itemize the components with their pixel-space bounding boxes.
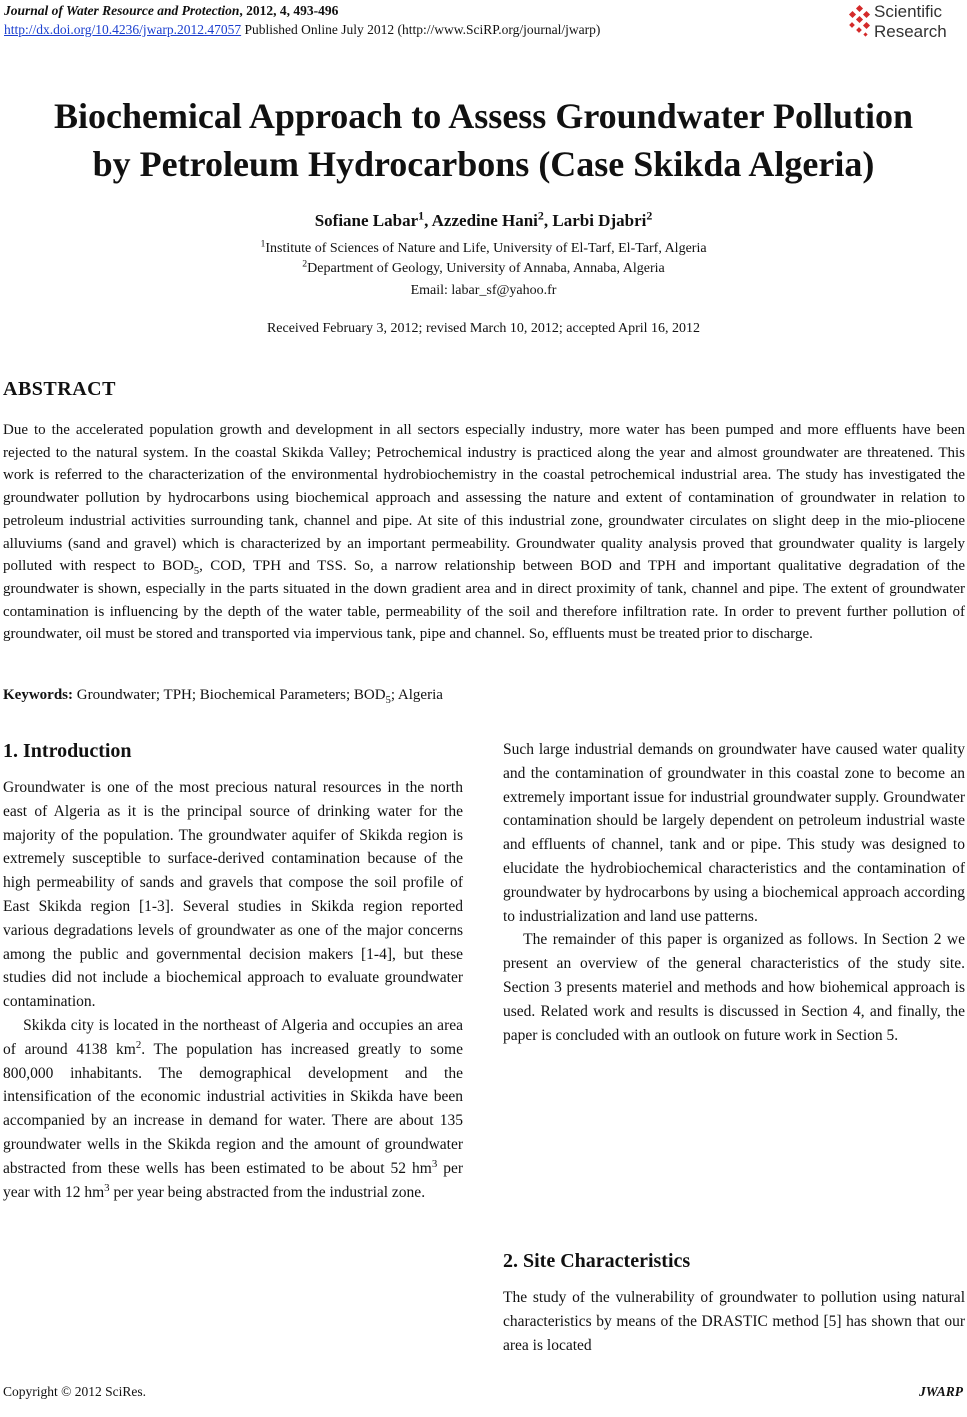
keywords bbox=[3, 687, 965, 704]
paragraph-text: Skikda city is located in the northeast of Algeria and occupies an area of around 4138 km bbox=[3, 1016, 463, 1058]
title-line-1: Biochemical Approach to Assess Groundwater Pollution bbox=[53, 96, 914, 136]
author-list bbox=[0, 208, 967, 231]
running-header bbox=[4, 1, 600, 39]
keywords-label: Keywords: bbox=[3, 687, 73, 703]
publisher-logo-icon bbox=[848, 2, 874, 42]
section-heading-introduction: 1. Introduction bbox=[3, 740, 132, 762]
publisher-logo bbox=[848, 2, 966, 42]
paragraph: The remainder of this paper is organized as follows. In Section 2 we present an overview of the general characteristics of the study site. Section 3 presents materiel and methods and how biohemical approach is used. Related work and results is discussed in Section 4, and finally, the paper is concluded with an outlook on future work in Section 5. bbox=[503, 931, 965, 1044]
paragraph-text: . The population has increased greatly to some 800,000 inhabitants. The demographical development and the intensification of the economic industrial activities in Skikda have been accompanied by an increase in demand for water. There are about 135 groundwater wells in the Skikda region and the amount of groundwater abstracted from these wells has been estimated to be about 52 hm bbox=[3, 1040, 463, 1177]
paragraph bbox=[3, 1014, 463, 1204]
logo-word-2: Research bbox=[874, 22, 947, 41]
affil-marker: 1 bbox=[260, 238, 266, 250]
author-name: Azzedine Hani bbox=[431, 211, 538, 230]
right-column bbox=[503, 738, 965, 1047]
received-dates: Received February 3, 2012; revised March 10, 2012; accepted April 16, 2012 bbox=[266, 321, 701, 336]
keywords-subscript: 5 bbox=[385, 695, 391, 706]
keywords-end: ; Algeria bbox=[390, 687, 443, 703]
superscript: 3 bbox=[104, 1181, 110, 1194]
site-paragraph: The study of the vulnerability of groundwater to pollution using natural characteristics by means of the DRASTIC method [5] has shown that our area is located bbox=[503, 1289, 965, 1354]
published-note: Published Online July 2012 (http://www.SciRP.org/journal/jwarp) bbox=[241, 22, 601, 37]
journal-name: Journal of Water Resource and Protection bbox=[4, 3, 240, 18]
paragraph-text: per year with 12 hm bbox=[3, 1159, 463, 1201]
journal-volume: , 2012, 4, 493-496 bbox=[239, 3, 339, 18]
title-line-2: by Petroleum Hydrocarbons (Case Skikda Algeria) bbox=[92, 144, 875, 184]
keywords-text: Groundwater; TPH; Biochemical Parameters; BOD bbox=[73, 687, 386, 703]
logo-word-1: Scientific bbox=[874, 2, 943, 21]
abstract-subscript: 5 bbox=[193, 566, 200, 578]
author-name: Larbi Djabri bbox=[552, 211, 647, 230]
footer-journal: JWARP bbox=[918, 1384, 963, 1399]
doi-link[interactable]: http://dx.doi.org/10.4236/jwarp.2012.47057 bbox=[4, 22, 242, 37]
abstract-heading: ABSTRACT bbox=[3, 378, 116, 400]
superscript: 3 bbox=[431, 1157, 438, 1170]
paragraph: Such large industrial demands on groundwater have caused water quality and the contamination of groundwater in this coastal zone to become an extremely important issue for industrial groundwater supply. Groundwater contamination should be largely dependent on petroleum industrial waste and effluents of channel, tank and or pipe. This study was designed to elucidate the hydrobiochemical characteristics and the contamination of groundwater by hydrocarbons by using a biochemical approach according to industrialization and land use patterns. bbox=[503, 741, 965, 925]
affiliation-1 bbox=[0, 239, 967, 259]
footer-copyright: Copyright © 2012 SciRes. bbox=[3, 1384, 147, 1399]
author-email: Email: labar_sf@yahoo.fr bbox=[410, 283, 557, 298]
left-column bbox=[3, 776, 463, 1204]
author-affil-marker: 2 bbox=[646, 208, 653, 223]
abstract-body bbox=[3, 419, 965, 646]
affil-text: Institute of Sciences of Nature and Life, University of El-Tarf, El-Tarf, Algeria bbox=[265, 241, 707, 256]
paragraph: Groundwater is one of the most precious natural resources in the north east of Algeria as it is the principal source of drinking water for the majority of the population. The groundwater aquifer of Skikda region is extremely susceptible to surface-derived contamination because of the high permeability of sands and gravels that compose the soil profile of East Skikda region [1-3]. Several studies in Skikda region reported various degradations levels of groundwater as one of the major concerns among the public and governmental decision makers [1-4], but these studies did not include a biochemical approach to evaluate groundwater contamination. bbox=[3, 779, 463, 1011]
author-name: Sofiane Labar bbox=[314, 211, 419, 230]
section-heading-site: 2. Site Characteristics bbox=[503, 1250, 691, 1272]
paper-title bbox=[0, 92, 967, 188]
author-separator: , bbox=[543, 211, 553, 230]
author-affil-marker: 1 bbox=[418, 208, 425, 223]
author-separator: , bbox=[424, 211, 432, 230]
superscript: 2 bbox=[135, 1038, 142, 1051]
affil-marker: 2 bbox=[302, 258, 308, 270]
abstract-text-cont: , COD, TPH and TSS. So, a narrow relationship between BOD and TPH and important qualitative degradation of the groundwater is shown, especially in the parts situated in the down gradient area and in direct proximity of tank, channel and pipe. The extent of groundwater contamination is influencing by the depth of the water table, permeability of the soil and therefore infiltration rate. In order to prevent further pollution of groundwater, oil must be stored and transported via impervious tank, pipe and channel. So, effluents must be treated prior to discharge. bbox=[3, 558, 965, 643]
affiliation-2 bbox=[0, 259, 967, 279]
abstract-text: Due to the accelerated population growth and development in all sectors especially industry, more water has been pumped and more effluents have been rejected to the natural system. In the coastal Skikda Valley; Petrochemical industry is practiced along the year and almost groundwater are threatened. This work is referred to the characterization of the environmental hydrobiochemistry in the coastal petrochemical industrial area. The study has investigated the groundwater pollution by hydrocarbons using biochemical approach and assessing the nature and extent of contamination of groundwater in relation to petroleum industrial activities surrounding tank, channel and pipe. At site of this industrial zone, groundwater circulates on slight deep in the mio-pliocene alluviums (sand and gravel) which is characterized by an important permeability. Groundwater quality analysis proved that groundwater quality is largely polluted with respect to BOD bbox=[3, 422, 965, 575]
paragraph-text: per year being abstracted from the industrial zone. bbox=[109, 1183, 426, 1201]
author-affil-marker: 2 bbox=[537, 208, 544, 223]
affil-text: Department of Geology, University of Annaba, Annaba, Algeria bbox=[307, 261, 665, 276]
